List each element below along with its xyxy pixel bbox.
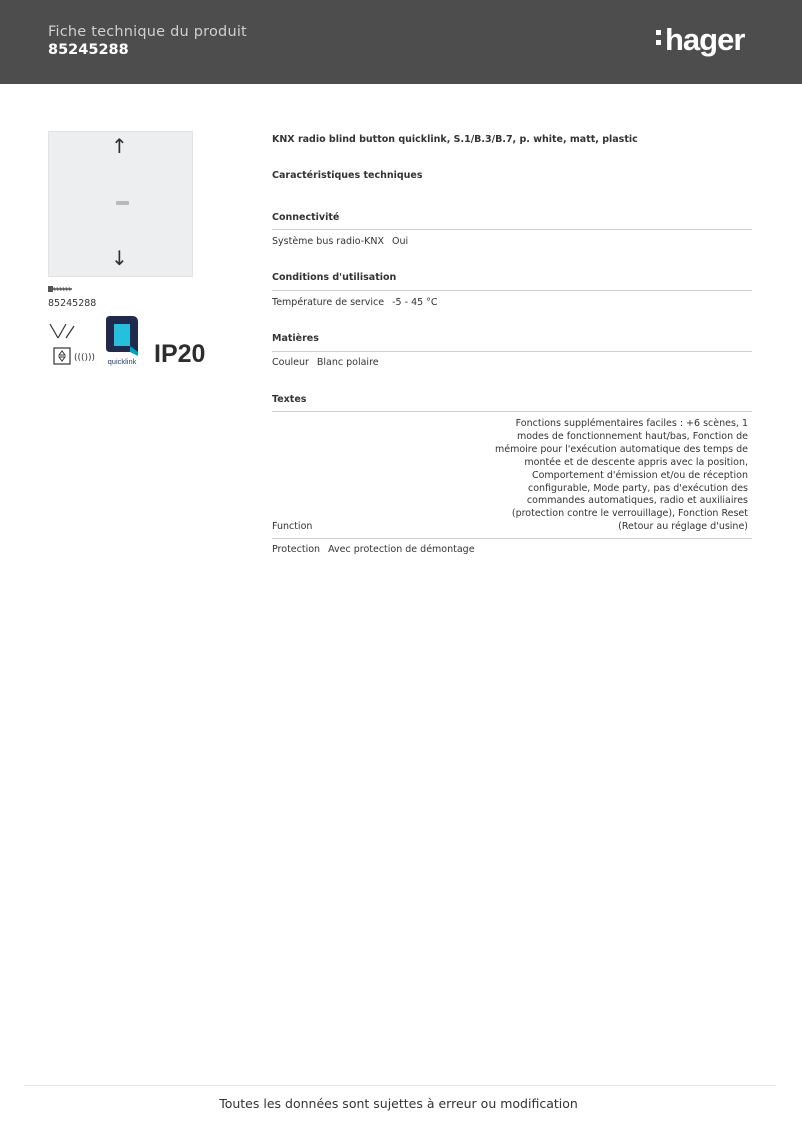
spec-row <box>272 544 475 555</box>
section-divider <box>272 411 752 412</box>
function-line: Comportement d'émission et/ou de réception <box>531 469 748 481</box>
section-title-connectivite: Connectivité <box>272 212 340 223</box>
logo-dots-icon <box>656 28 662 48</box>
svg-text:((())): ((())) <box>74 353 96 363</box>
function-line: configurable, Mode party, pas d'exécution des <box>527 482 748 494</box>
section-divider <box>272 290 752 291</box>
footer-divider <box>24 1085 776 1086</box>
function-label: Function <box>272 521 313 532</box>
arrow-down-icon: ↓ <box>111 246 128 270</box>
hager-logo <box>656 22 744 58</box>
ip-rating: IP20 <box>154 340 206 368</box>
spec-label: Protection <box>272 544 321 555</box>
function-line: (Retour au réglage d'usine) <box>618 521 748 533</box>
function-line: commandes automatiques, radio et auxiliaires <box>526 495 748 507</box>
spec-label: Système bus radio-KNX <box>272 236 384 247</box>
function-line: (protection contre le verrouillage), Fonction Reset <box>511 508 748 520</box>
document-type-title: Fiche technique du produit <box>48 24 247 40</box>
function-description <box>472 418 748 534</box>
section-title-conditions: Conditions d'utilisation <box>272 272 397 283</box>
section-divider <box>272 351 752 352</box>
function-line: montée et de descente appris avec la position, <box>524 456 748 468</box>
section-title-matieres: Matières <box>272 333 319 344</box>
section-divider <box>272 229 752 230</box>
screw-icon <box>48 286 72 292</box>
spec-value: Blanc polaire <box>316 357 379 368</box>
spec-label: Couleur <box>272 357 309 368</box>
product-reference: 85245288 <box>48 298 97 309</box>
brand-name: hager <box>665 22 745 57</box>
product-name: KNX radio blind button quicklink, S.1/B.3/B.7, p. white, matt, plastic <box>272 134 638 145</box>
function-line: mémoire pour l'exécution automatique des temps de <box>495 443 748 455</box>
arrow-up-icon: ↑ <box>111 134 128 158</box>
product-image <box>48 131 193 277</box>
specs-title: Caractéristiques techniques <box>272 170 423 181</box>
spec-row <box>272 357 379 368</box>
spec-label: Température de service <box>272 297 385 308</box>
footer-disclaimer: Toutes les données sont sujettes à erreur ou modification <box>219 1096 578 1111</box>
spec-row <box>272 297 438 308</box>
radio-transmission-icon <box>48 322 100 368</box>
product-number: 85245288 <box>48 42 129 58</box>
spec-value: -5 - 45 °C <box>392 297 438 308</box>
function-line: Fonctions supplémentaires faciles : +6 scènes, 1 <box>515 418 748 429</box>
spec-row <box>272 236 408 247</box>
section-title-textes: Textes <box>272 394 307 405</box>
function-line: modes de fonctionnement haut/bas, Fonction de <box>516 430 748 442</box>
row-divider <box>272 538 752 539</box>
spec-value: Avec protection de démontage <box>328 544 475 555</box>
page-header <box>0 0 802 84</box>
led-indicator <box>116 201 129 205</box>
quicklink-label: quicklink <box>107 357 137 366</box>
spec-value: Oui <box>391 236 409 247</box>
